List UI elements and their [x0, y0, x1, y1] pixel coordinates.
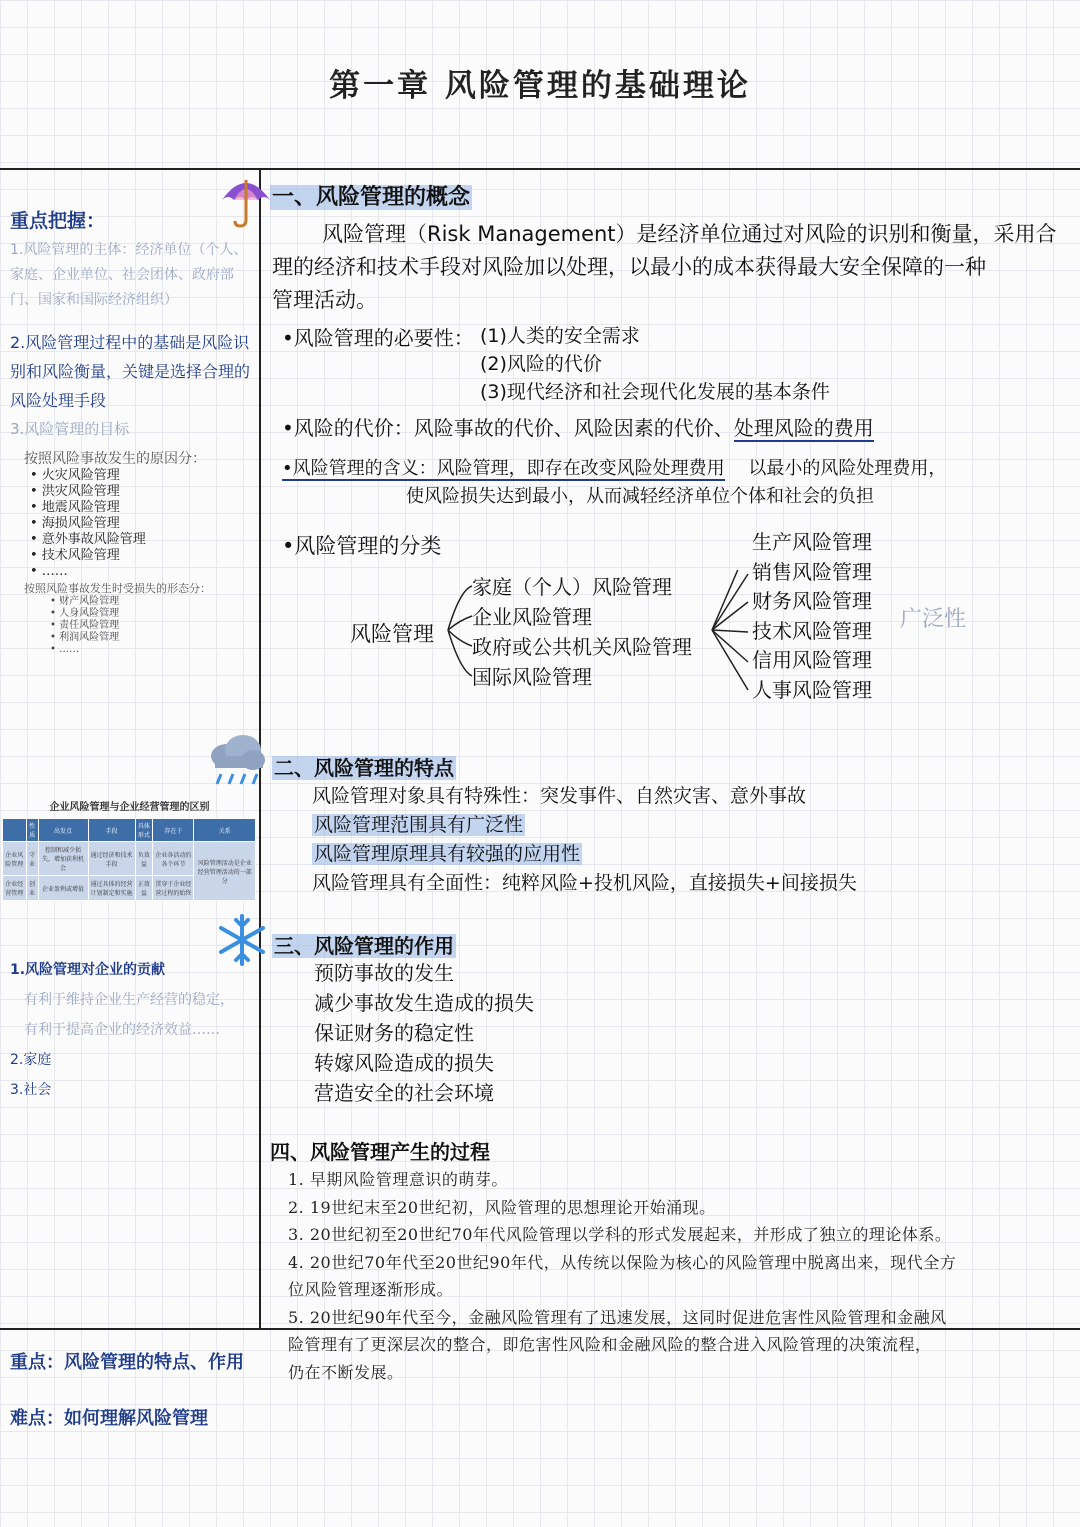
- definition-paragraph: [272, 218, 1072, 317]
- definition-line: 理的经济和技术手段对风险加以处理，以最小的成本获得最大安全保障的一种: [272, 255, 986, 279]
- table-cell: 企业盈利或增值: [38, 876, 88, 901]
- list-item: (3)现代经济和社会现代化发展的基本条件: [480, 381, 830, 403]
- table-header: 具体形式: [135, 819, 153, 842]
- loss-heading: 按照风险事故发生时受损失的形态分：: [24, 582, 211, 595]
- meaning-block: [282, 455, 1072, 511]
- snowflake-icon: [214, 912, 270, 968]
- table-cell: 创业: [26, 876, 38, 901]
- cause-heading: 按照风险事故发生的原因分：: [24, 451, 206, 467]
- list-item: 预防事故的发生: [314, 961, 454, 985]
- list-item: • 火灾风险管理: [30, 468, 120, 483]
- list-item: • 海损风险管理: [30, 516, 120, 531]
- comparison-table: [2, 818, 256, 901]
- list-item: (1)人类的安全需求: [480, 325, 640, 347]
- table-cell: 通过经济和技术手段: [88, 842, 135, 876]
- tree-node: 家庭（个人）风险管理: [472, 575, 672, 599]
- history-list: [288, 1166, 1068, 1386]
- meaning-line-2: 使风险损失达到最小，从而减轻经济单位个体和社会的负担: [406, 486, 874, 507]
- list-item: 有利于提高企业的经济效益……: [24, 1022, 220, 1038]
- table-header: 关系: [194, 819, 256, 842]
- umbrella-icon: [218, 172, 274, 230]
- list-item: • 利润风险管理: [50, 632, 120, 643]
- tree-root: 风险管理: [350, 622, 434, 646]
- key-item-3: 3.风险管理的目标: [10, 420, 130, 438]
- meaning-line-1: •风险管理的含义：风险管理，即存在改变风险处理费用 以最小的风险处理费用，: [282, 458, 947, 479]
- features-list: [312, 782, 857, 898]
- table-header: 性质: [26, 819, 38, 842]
- risk-cost: [282, 412, 874, 441]
- tree-middle: [472, 572, 692, 692]
- list-item: 营造安全的社会环境: [314, 1081, 494, 1105]
- tree-node: 人事风险管理: [752, 677, 872, 702]
- loss-list: [50, 596, 119, 656]
- table-cell: 负效益: [135, 842, 153, 876]
- table-header: 手段: [88, 819, 135, 842]
- tree-node: 生产风险管理: [752, 530, 872, 554]
- table-cell: 风险管理活动是企业经营管理活动的一部分: [194, 842, 256, 901]
- list-item: 1. 早期风险管理意识的萌芽。: [288, 1170, 508, 1189]
- tree-right: [752, 528, 872, 705]
- list-item: 风险管理原理具有较强的应用性: [314, 843, 581, 865]
- bottom-difficult-point: 难点：如何理解风险管理: [10, 1408, 208, 1429]
- section1-heading-text: 一、风险管理的概念: [272, 185, 471, 210]
- impact-list: [10, 955, 256, 1105]
- section4-heading: 四、风险管理产生的过程: [270, 1140, 490, 1164]
- list-item: 减少事故发生造成的损失: [314, 991, 534, 1015]
- list-item: 2.家庭: [10, 1052, 52, 1068]
- tree-node: 技术风险管理: [752, 618, 872, 643]
- list-item: • 洪灾风险管理: [30, 484, 120, 499]
- list-item: 1.风险管理对企业的贡献: [10, 962, 166, 978]
- necessity-list: [480, 322, 830, 406]
- list-item: 2. 19世纪末至20世纪初，风险管理的思想理论开始涌现。: [288, 1197, 716, 1217]
- key-item-1: 1.风险管理的主体：经济单位（个人、家庭、企业单位、社会团体、政府部门、国家和国际经济组织）: [10, 242, 248, 308]
- key-points-label: 重点把握：: [10, 210, 106, 232]
- classification-label: •风险管理的分类: [282, 534, 442, 558]
- table-cell: 正效益: [135, 876, 153, 901]
- cause-list: [30, 468, 146, 580]
- table-cell: 通过具体的经营计划制定和实施: [88, 876, 135, 901]
- list-item: 保证财务的稳定性: [314, 1021, 474, 1045]
- definition-line: 风险管理（Risk Management）是经济单位通过对风险的识别和衡量，采用合: [322, 222, 1057, 246]
- page-title: 第一章 风险管理的基础理论: [329, 68, 751, 104]
- list-item: 风险管理具有全面性：纯粹风险+投机风险，直接损失+间接损失: [312, 872, 857, 894]
- header-divider: [0, 168, 1080, 170]
- risk-cost-underlined: 处理风险的费用: [733, 416, 874, 440]
- rain-cloud-icon: [205, 730, 269, 790]
- table-cell: 控制和减少损失，增加获利机会: [38, 842, 88, 876]
- section2-heading-text: 二、风险管理的特点: [274, 756, 454, 780]
- list-item: • 技术风险管理: [30, 548, 120, 563]
- tree-node: 政府或公共机关风险管理: [472, 635, 692, 659]
- list-item: 转嫁风险造成的损失: [314, 1051, 494, 1075]
- table-cell: 企业各活动的各个环节: [153, 842, 194, 876]
- table-cell: 企业经营管理: [3, 876, 27, 901]
- table-header: 出发点: [38, 819, 88, 842]
- list-item: 风险管理范围具有广泛性: [314, 814, 524, 836]
- list-item: • 责任风险管理: [50, 620, 120, 631]
- list-item: • ……: [30, 564, 68, 579]
- necessity-label: •风险管理的必要性：: [282, 326, 474, 350]
- section1-heading: [270, 180, 472, 211]
- risk-cost-text: •风险的代价：风险事故的代价、风险因素的代价、: [282, 416, 734, 440]
- list-item: • 意外事故风险管理: [30, 532, 146, 547]
- table-row: [3, 842, 256, 876]
- tree-node: 企业风险管理: [472, 605, 592, 629]
- bottom-key-point: 重点：风险管理的特点、作用: [10, 1352, 244, 1373]
- tree-node: 销售风险管理: [752, 559, 872, 584]
- section3-heading-text: 三、风险管理的作用: [274, 934, 454, 958]
- table-cell: 企业风险管理: [3, 842, 27, 876]
- table-title: 企业风险管理与企业经营管理的区别: [49, 802, 210, 813]
- list-item: • 地震风险管理: [30, 500, 120, 515]
- key-item-2: 2.风险管理过程中的基础是风险识别和风险衡量，关键是选择合理的风险处理手段: [10, 333, 251, 410]
- list-item: 有利于维持企业生产经营的稳定，: [24, 992, 234, 1008]
- list-item: • 人身风险管理: [50, 608, 120, 619]
- functions-list: [314, 958, 534, 1108]
- tree-note: 广泛性: [900, 607, 967, 632]
- section2-heading: [272, 752, 456, 781]
- tree-node: 信用风险管理: [752, 648, 872, 672]
- list-item: • 财产风险管理: [50, 596, 120, 607]
- list-item: 3. 20世纪初至20世纪70年代风险管理以学科的形式发展起来，并形成了独立的理论体系。: [288, 1225, 952, 1244]
- table-cell: 守业: [26, 842, 38, 876]
- tree-node: 国际风险管理: [472, 665, 592, 689]
- list-item: 3.社会: [10, 1082, 52, 1098]
- list-item: 5. 20世纪90年代至今，金融风险管理有了迅速发展，这同时促进危害性风险管理和金融风: [288, 1307, 947, 1327]
- section3-heading: [272, 930, 456, 959]
- tree-node: 财务风险管理: [752, 589, 872, 613]
- list-item: • ……: [50, 644, 80, 655]
- definition-line: 管理活动。: [272, 288, 377, 312]
- list-item: 位风险管理逐渐形成。: [288, 1280, 454, 1299]
- list-item: 仍在不断发展。: [288, 1362, 404, 1382]
- list-item: 风险管理对象具有特殊性：突发事件、自然灾害、意外事故: [312, 785, 807, 807]
- list-item: (2)风险的代价: [480, 353, 602, 375]
- table-header: [3, 819, 27, 842]
- list-item: 险管理有了更深层次的整合，即危害性风险和金融风险的整合进入风险管理的决策流程，: [288, 1335, 932, 1354]
- list-item: 4. 20世纪70年代至20世纪90年代，从传统以保险为核心的风险管理中脱离出来，现代全方: [288, 1252, 957, 1272]
- table-cell: 贯穿于企业经营过程的始终: [153, 876, 194, 901]
- table-header: 存在于: [153, 819, 194, 842]
